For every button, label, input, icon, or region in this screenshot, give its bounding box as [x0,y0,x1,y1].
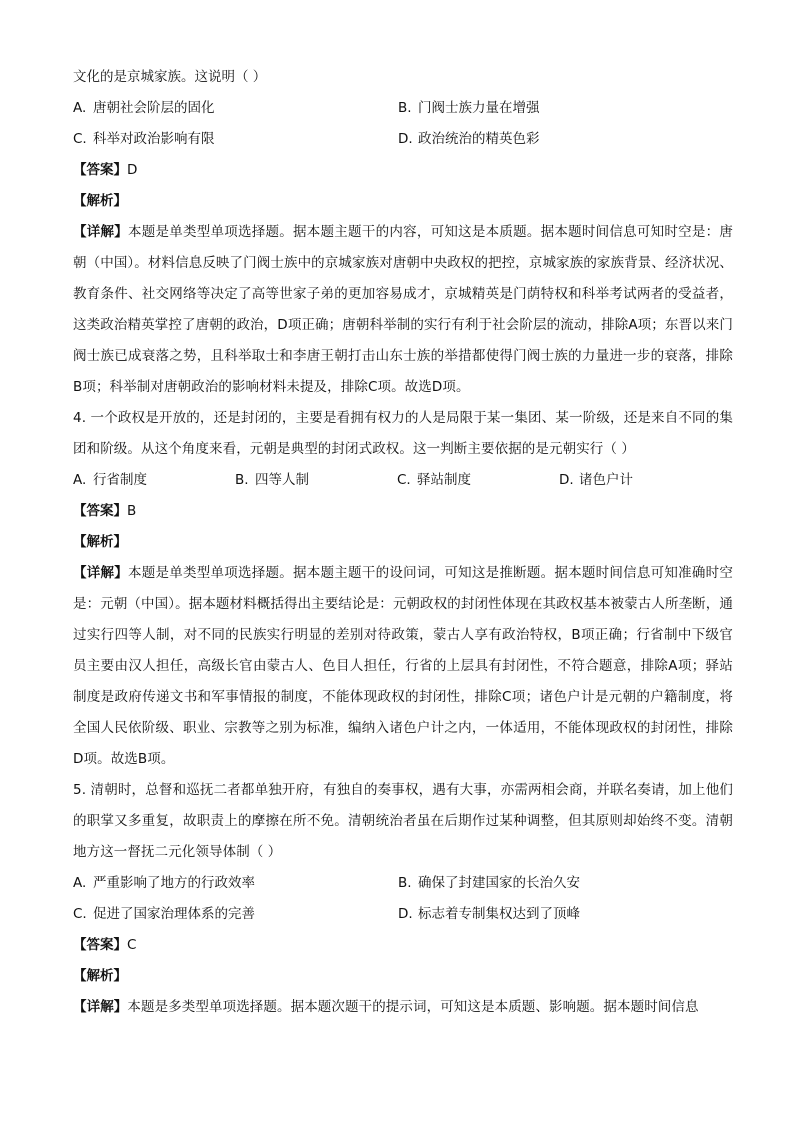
analysis-tag: 【解析】 [73,534,127,550]
option-text: 严重影响了地方的行政效率 [93,875,255,891]
question-5-options-row-2 [73,899,733,930]
option-text: 门阀士族力量在增强 [418,100,540,116]
detail-text: 本题是单类型单项选择题。据本题主题干的内容，可知这是本质题。据本题时间信息可知时空是：唐朝（中国）。材料信息反映了门阀士族中的京城家族对唐朝中央政权的把控，京城家族的家族背景、经济状况、教育条件、社交网络等决定了高等世家子弟的更加容易成才，京城精英是门荫特权和科举考试两者的受益者，这类政治精英掌控了唐朝的政治，D项正确；唐朝科举制的实行有利于社会阶层的流动，排除A项；东晋以来门阀士族已成衰落之势，且科举取士和李唐王朝打击山东士族的举措都使得门阀士族的力量进一步的衰落，排除B项；科举制对唐朝政治的影响材料未提及，排除C项。故选D项。 [73,224,733,395]
question-3-answer [73,155,733,186]
answer-value: B [127,503,137,519]
option-label: C. [397,472,411,488]
answer-tag: 【答案】 [73,162,127,178]
option-label: A. [73,472,87,488]
option-label: C. [73,906,87,922]
question-4-analysis [73,527,733,558]
option-text: 诸色户计 [579,472,633,488]
option-a[interactable] [73,465,235,496]
question-4-options [73,465,733,496]
option-text: 行省制度 [93,472,147,488]
question-4-stem: 4. 一个政权是开放的，还是封闭的，主要是看拥有权力的人是局限于某一集团、某一阶级，还是来自不同的集团和阶级。从这个角度来看，元朝是典型的封闭式政权。这一判断主要依据的是元朝实行（ ） [73,410,733,457]
option-text: 驿站制度 [417,472,471,488]
detail-tag: 【详解】 [73,565,129,581]
analysis-tag: 【解析】 [73,968,127,984]
option-text: 确保了封建国家的长治久安 [418,875,580,891]
question-4-detail [73,558,733,775]
option-text: 唐朝社会阶层的固化 [93,100,215,116]
answer-value: D [127,162,138,178]
option-label: B. [398,875,412,891]
option-d[interactable] [398,899,723,930]
question-3-options-row-2 [73,124,733,155]
detail-tag: 【详解】 [73,999,128,1015]
option-text: 标志着专制集权达到了顶峰 [418,906,580,922]
question-5-answer [73,930,733,961]
question-5-analysis [73,961,733,992]
question-3-analysis [73,186,733,217]
answer-tag: 【答案】 [73,503,127,519]
option-label: B. [398,100,412,116]
option-text: 四等人制 [255,472,309,488]
question-3-detail [73,217,733,403]
option-d[interactable] [559,465,721,496]
option-text: 科举对政治影响有限 [93,131,215,147]
option-label: A. [73,875,87,891]
option-c[interactable] [397,465,559,496]
option-label: C. [73,131,87,147]
option-a[interactable] [73,868,398,899]
question-5-options-row-1 [73,868,733,899]
option-b[interactable] [398,93,723,124]
option-b[interactable] [398,868,723,899]
option-label: B. [235,472,249,488]
option-d[interactable] [398,124,723,155]
detail-text: 本题是多类型单项选择题。据本题次题干的提示词，可知这是本质题、影响题。据本题时间信息 [127,999,699,1015]
answer-tag: 【答案】 [73,937,127,953]
answer-value: C [127,937,137,953]
question-4-answer [73,496,733,527]
option-label: D. [398,131,413,147]
question-3-options-row-1 [73,93,733,124]
option-b[interactable] [235,465,397,496]
detail-tag: 【详解】 [73,224,129,240]
detail-text: 本题是单类型单项选择题。据本题主题干的设问词，可知这是推断题。据本题时间信息可知准确时空是：元朝（中国）。据本题材料概括得出主要结论是：元朝政权的封闭性体现在其政权基本被蒙古人所垄断，通过实行四等人制，对不同的民族实行明显的差别对待政策，蒙古人享有政治特权，B项正确；行省制中下级官员主要由汉人担任，高级长官由蒙古人、色目人担任，行省的上层具有封闭性，不符合题意，排除A项；驿站制度是政府传递文书和军事情报的制度，不能体现政权的封闭性，排除C项；诸色户计是元朝的户籍制度，将全国人民依阶级、职业、宗教等之别为标准，编纳入诸色户计之内，一体适用，不能体现政权的封闭性，排除D项。故选B项。 [73,565,733,767]
option-label: D. [559,472,574,488]
question-5-detail [73,992,733,1023]
question-3-stem-tail: 文化的是京城家族。这说明（ ） [73,69,267,85]
option-text: 促进了国家治理体系的完善 [93,906,255,922]
option-a[interactable] [73,93,398,124]
question-5-stem: 5. 清朝时，总督和巡抚二者都单独开府，有独自的奏事权，遇有大事，亦需两相会商，并联名奏请，加上他们的职掌又多重复，故职责上的摩擦在所不免。清朝统治者虽在后期作过某种调整，但其原则却始终不变。清朝地方这一督抚二元化领导体制（ ） [73,782,733,860]
option-label: A. [73,100,87,116]
option-c[interactable] [73,899,398,930]
option-label: D. [398,906,413,922]
option-text: 政治统治的精英色彩 [418,131,540,147]
option-c[interactable] [73,124,398,155]
document-page [73,62,733,1023]
analysis-tag: 【解析】 [73,193,127,209]
